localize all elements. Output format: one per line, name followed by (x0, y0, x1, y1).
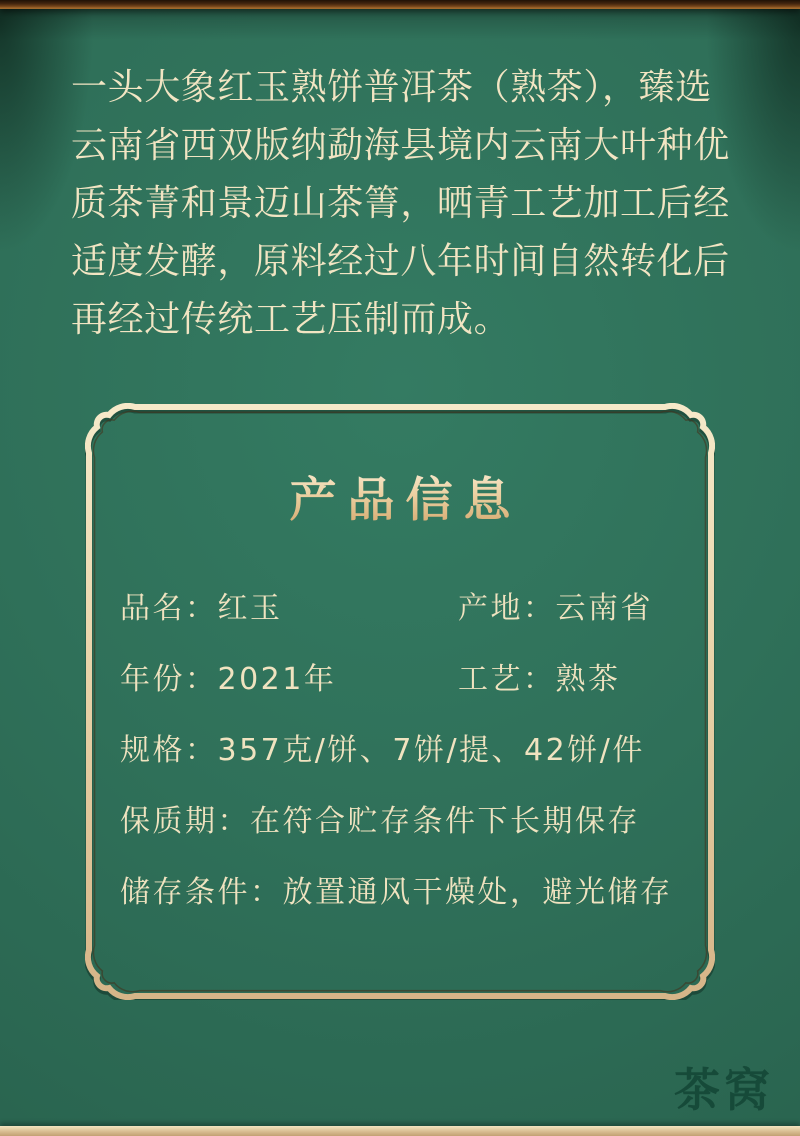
info-row-spec (120, 733, 695, 769)
field-craft (458, 662, 621, 698)
field-value: 放置通风干燥处，避光储存 (282, 875, 673, 910)
description-line: 再经过传统工艺压制而成。 (71, 299, 511, 340)
info-row-name-origin (120, 591, 695, 627)
field-label: 品名： (120, 591, 218, 626)
field-year (120, 662, 336, 697)
product-info-card (85, 403, 715, 1000)
field-label: 保质期： (120, 804, 250, 839)
field-value: 2021年 (217, 662, 337, 697)
info-row-shelf-life (120, 804, 695, 840)
chawo-watermark: 茶窝 (674, 1063, 774, 1117)
field-name (120, 591, 283, 626)
info-row-storage (120, 875, 695, 911)
field-spec (120, 733, 645, 768)
field-label: 工艺： (458, 662, 556, 697)
description-line: 一头大象红玉熟饼普洱茶（熟茶），臻选 (71, 67, 712, 108)
field-label: 年份： (120, 662, 218, 697)
field-value: 熟茶 (555, 662, 621, 697)
field-value: 357克/饼、7饼/提、42饼/件 (217, 733, 645, 768)
product-description (71, 59, 731, 349)
top-wood-bar (0, 0, 800, 9)
description-line: 云南省西双版纳勐海县境内云南大叶种优 (71, 125, 730, 166)
field-shelf-life (120, 804, 640, 839)
field-origin (458, 591, 653, 627)
field-label: 产地： (458, 591, 556, 626)
field-label: 规格： (120, 733, 218, 768)
description-line: 适度发酵，原料经过八年时间自然转化后 (71, 241, 730, 282)
field-value: 在符合贮存条件下长期保存 (250, 804, 640, 839)
field-storage (120, 875, 673, 910)
description-line: 质茶菁和景迈山茶箐，晒青工艺加工后经 (71, 183, 730, 224)
field-label: 储存条件： (120, 875, 283, 910)
bottom-wood-bar (0, 1126, 800, 1136)
field-value: 红玉 (217, 591, 283, 626)
info-row-year-craft (120, 662, 695, 698)
product-info-title: 产品信息 (85, 463, 715, 530)
field-value: 云南省 (555, 591, 653, 626)
